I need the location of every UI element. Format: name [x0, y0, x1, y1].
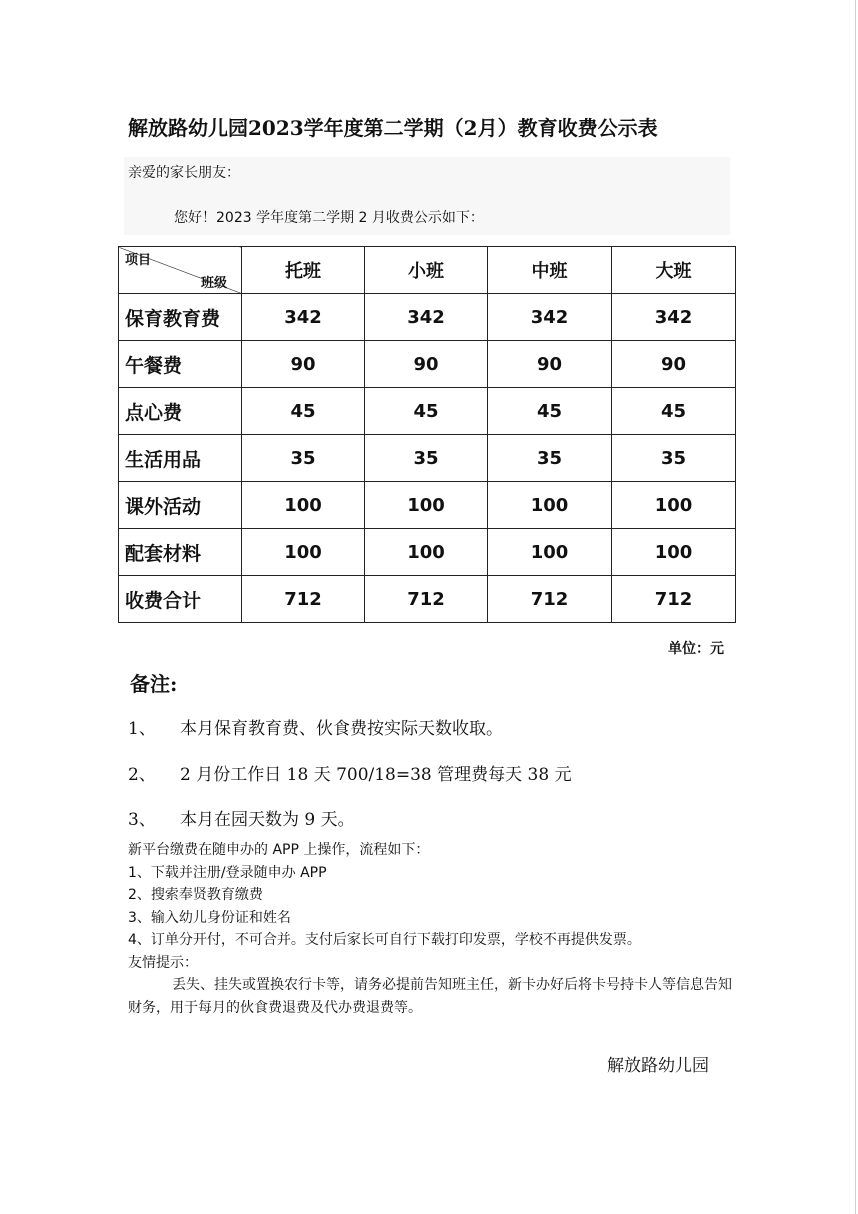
fee-cell: 100	[242, 529, 365, 576]
fee-table	[118, 246, 736, 623]
fee-cell: 35	[612, 435, 736, 482]
table-row	[119, 435, 736, 482]
payment-intro: 新平台缴费在随申办的 APP 上操作，流程如下：	[128, 842, 430, 858]
payment-step: 2、搜索奉贤教育缴费	[128, 887, 263, 903]
row-label: 收费合计	[119, 576, 242, 623]
remark-text: 本月在园天数为 9 天。	[180, 810, 355, 830]
remark-item	[128, 805, 355, 830]
fee-cell: 342	[242, 294, 365, 341]
greeting-message: 您好！2023 学年度第二学期 2 月收费公示如下：	[174, 210, 484, 226]
table-total-row	[119, 576, 736, 623]
remark-item	[128, 760, 572, 785]
fee-cell: 100	[488, 529, 612, 576]
fee-cell: 90	[242, 341, 365, 388]
table-corner-cell	[119, 247, 242, 294]
row-label: 午餐费	[119, 341, 242, 388]
fee-cell: 342	[612, 294, 736, 341]
remark-index: 3、	[128, 810, 156, 830]
fee-cell: 90	[365, 341, 488, 388]
remark-index: 2、	[128, 765, 156, 785]
fee-cell: 35	[365, 435, 488, 482]
total-cell: 712	[242, 576, 365, 623]
column-header: 中班	[488, 247, 612, 294]
row-label: 配套材料	[119, 529, 242, 576]
document-title: 解放路幼儿园2023学年度第二学期（2月）教育收费公示表	[128, 116, 658, 140]
fee-cell: 342	[365, 294, 488, 341]
column-header: 大班	[612, 247, 736, 294]
remark-index: 1、	[128, 719, 156, 739]
row-label: 保育教育费	[119, 294, 242, 341]
table-row	[119, 294, 736, 341]
total-cell: 712	[488, 576, 612, 623]
fee-cell: 45	[612, 388, 736, 435]
total-cell: 712	[612, 576, 736, 623]
signature: 解放路幼儿园	[607, 1056, 709, 1076]
payment-instructions	[128, 839, 732, 1019]
greeting-salutation: 亲爱的家长朋友：	[128, 165, 240, 181]
column-header: 托班	[242, 247, 365, 294]
table-header-row	[119, 247, 736, 294]
payment-step: 4、订单分开付，不可合并。支付后家长可自行下载打印发票，学校不再提供发票。	[128, 932, 641, 948]
fee-cell: 35	[242, 435, 365, 482]
table-row	[119, 388, 736, 435]
remark-text: 本月保育教育费、伙食费按实际天数收取。	[180, 719, 503, 739]
header-class-label: 班级	[200, 276, 227, 291]
fee-cell: 100	[612, 482, 736, 529]
row-label: 生活用品	[119, 435, 242, 482]
fee-cell: 45	[488, 388, 612, 435]
fee-cell: 100	[365, 529, 488, 576]
fee-cell: 342	[488, 294, 612, 341]
table-row	[119, 341, 736, 388]
fee-cell: 35	[488, 435, 612, 482]
unit-label: 单位：元	[668, 641, 724, 657]
page-edge	[855, 0, 856, 1214]
remark-item	[128, 714, 503, 739]
table-row	[119, 529, 736, 576]
fee-cell: 45	[242, 388, 365, 435]
column-header: 小班	[365, 247, 488, 294]
fee-cell: 45	[365, 388, 488, 435]
payment-step: 3、输入幼儿身份证和姓名	[128, 909, 291, 926]
fee-cell: 90	[488, 341, 612, 388]
row-label: 课外活动	[119, 482, 242, 529]
fee-cell: 100	[612, 529, 736, 576]
tip-text: 丢失、挂失或置换农行卡等，请务必提前告知班主任，新卡办好后将卡号持卡人等信息告知财务，用于每月的伙食费退费及代办费退费等。	[128, 977, 732, 1016]
header-item-label: 项目	[125, 253, 152, 268]
fee-cell: 100	[242, 482, 365, 529]
fee-cell: 100	[365, 482, 488, 529]
tip-title: 友情提示：	[128, 954, 198, 971]
total-cell: 712	[365, 576, 488, 623]
fee-cell: 100	[488, 482, 612, 529]
row-label: 点心费	[119, 388, 242, 435]
payment-step: 1、下载并注册/登录随申办 APP	[128, 864, 327, 881]
fee-cell: 90	[612, 341, 736, 388]
remarks-heading: 备注:	[130, 672, 178, 696]
remark-text: 2 月份工作日 18 天 700/18=38 管理费每天 38 元	[180, 765, 572, 785]
table-row	[119, 482, 736, 529]
